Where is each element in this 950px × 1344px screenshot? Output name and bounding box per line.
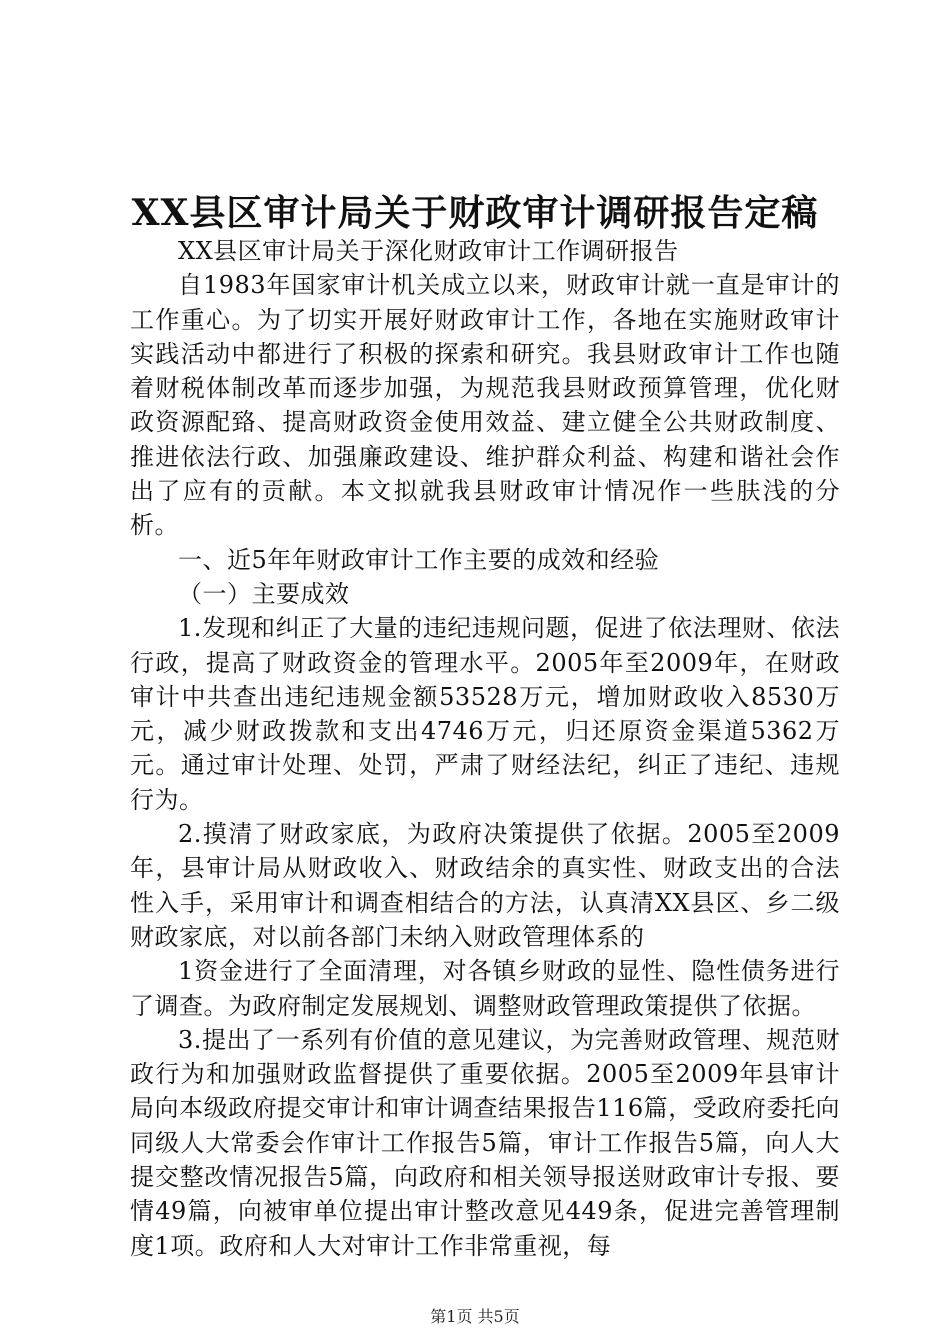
page-footer: 第1页 共5页 — [430, 1307, 520, 1326]
section-heading-1: 一、近5年年财政审计工作主要的成效和经验 — [178, 545, 660, 574]
document-subtitle: XX县区审计局关于深化财政审计工作调研报告 — [178, 237, 679, 265]
paragraph-intro: 自1983年国家审计机关成立以来，财政审计就一直是审计的工作重心。为了切实开展好财政审计工作，各地在实施财政审计实践活动中都进行了积极的探索和研究。我县财政审计工作也随着财税体制改革而逐步加强，为规范我县财政预算管理，优化财政资源配臵、提高财政资金使用效益、建立健全公共财政制度、推进依法行政、加强廉政建设、维护群众利益、构建和谐社会作出了应有的贡献。本文拟就我县财政审计情况作一些肤浅的分析。 — [130, 271, 840, 540]
document-title: XX县区审计局关于财政审计调研报告定稿 — [131, 192, 819, 234]
document-body — [130, 234, 840, 1263]
paragraph-item-1: 1.发现和纠正了大量的违纪违规问题，促进了依法理财、依法行政，提高了财政资金的管理水平。2005年至2009年，在财政审计中共查出违纪违规金额53528万元，增加财政收入8530万元，减少财政拨款和支出4746万元，归还原资金渠道5362万元。通过审计处理、处罚，严肃了财经法纪，纠正了违纪、违规行为。 — [130, 614, 840, 814]
subsection-heading-1: （一）主要成效 — [178, 579, 350, 608]
paragraph-item-2: 2.摸清了财政家底，为政府决策提供了依据。2005至2009年，县审计局从财政收入、财政结余的真实性、财政支出的合法性入手，采用审计和调查相结合的方法，认真清XX县区、乡二级财政家底，对以前各部门未纳入财政管理体系的 — [130, 820, 840, 951]
paragraph-item-2-continued: 1资金进行了全面清理，对各镇乡财政的显性、隐性债务进行了调查。为政府制定发展规划、调整财政管理政策提供了依据。 — [130, 957, 840, 1020]
paragraph-item-3: 3.提出了一系列有价值的意见建议，为完善财政管理、规范财政行为和加强财政监督提供了重要依据。2005至2009年县审计局向本级政府提交审计和审计调查结果报告116篇，受政府委托向同级人大常委会作审计工作报告5篇，审计工作报告5篇，向人大提交整改情况报告5篇，向政府和相关领导报送财政审计专报、要情49篇，向被审单位提出审计整改意见449条，促进完善管理制度1项。政府和人大对审计工作非常重视，每 — [130, 1025, 840, 1260]
